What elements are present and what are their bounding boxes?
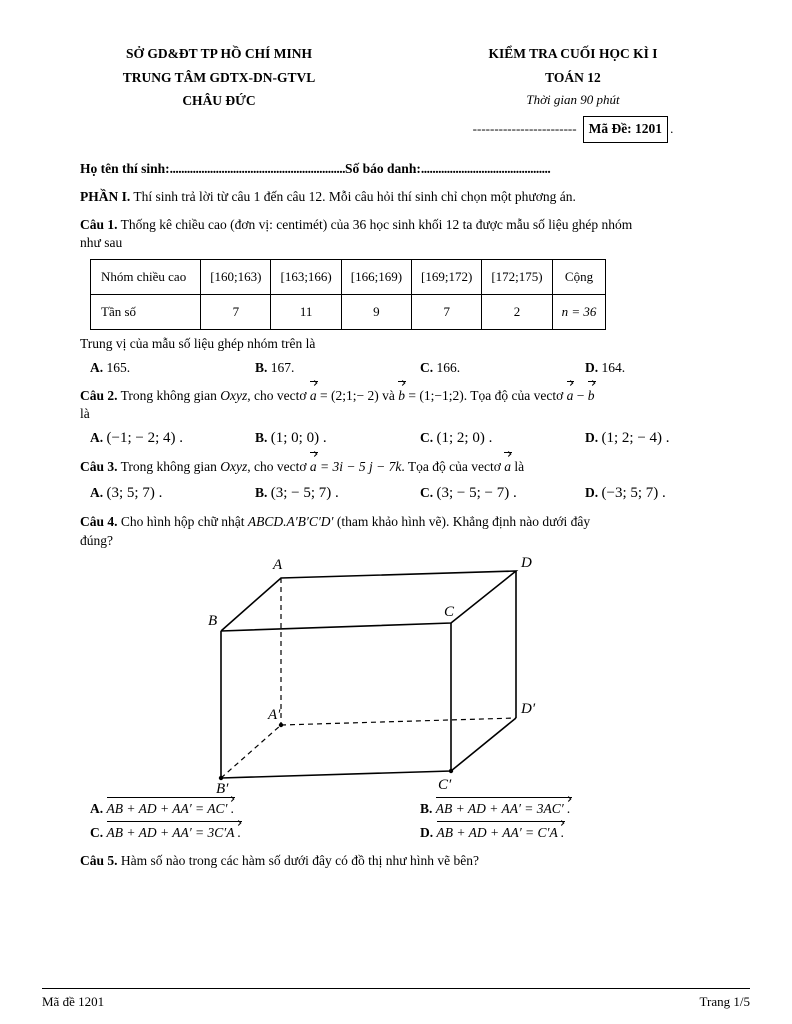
option-d-key: D.: [585, 430, 599, 446]
option-a[interactable]: [90, 485, 255, 502]
option-c-key: C.: [420, 359, 434, 375]
box-figure-wrap: [42, 553, 750, 793]
question-4: [42, 512, 750, 532]
question-1: [42, 215, 750, 235]
page-footer: [42, 988, 750, 1010]
option-c-value: AB + AD + AA′ = 3C′A .: [106, 824, 241, 840]
question-3-p3: . Tọa độ của vectơ: [401, 459, 501, 475]
exam-subject: TOÁN 12: [545, 69, 601, 85]
question-4-number: Câu 4.: [80, 514, 118, 530]
table-interval-1: [163;166): [271, 259, 341, 294]
question-3: [42, 457, 750, 477]
table-interval-0: [160;163): [201, 259, 271, 294]
option-c-value: (1; 2; 0) .: [436, 430, 493, 447]
exam-block: [396, 42, 750, 143]
option-a-key: A.: [90, 800, 104, 816]
footer-page-number: Trang 1/5: [699, 994, 750, 1009]
option-d-value: AB + AD + AA′ = C′A .: [436, 824, 565, 840]
question-3-number: Câu 3.: [80, 459, 118, 475]
question-1-prompt: Trung vị của mẫu số liệu ghép nhóm trên là: [80, 335, 316, 351]
option-d[interactable]: [585, 430, 750, 447]
table-row: [91, 294, 606, 329]
vertex-label-C-prime: C′: [438, 776, 452, 793]
question-2-eq2: = (1;−1;2): [408, 387, 464, 403]
candidate-id-field[interactable]: .............................................: [420, 160, 551, 176]
question-2-p4: . Tọa độ của vectơ: [463, 387, 564, 403]
option-a-key: A.: [90, 359, 104, 375]
question-3-options: [42, 485, 750, 502]
dashed-line: ------------------------: [472, 120, 577, 136]
option-b-value: 167.: [270, 359, 295, 375]
question-5: [42, 851, 750, 871]
question-4-p3: đúng?: [80, 532, 113, 548]
table-row: [91, 259, 606, 294]
vertex-label-A-prime: A′: [268, 706, 281, 723]
exam-duration: Thời gian 90 phút: [526, 92, 620, 108]
table-header-sum: Cộng: [552, 259, 606, 294]
option-a-key: A.: [90, 485, 104, 501]
option-c-key: C.: [420, 430, 434, 446]
vertex-label-A: A: [273, 556, 283, 573]
option-b-key: B.: [255, 430, 268, 446]
table-total: n = 36: [552, 294, 606, 329]
option-b[interactable]: [420, 801, 750, 817]
option-c-key: C.: [90, 824, 104, 840]
question-2: [42, 386, 750, 406]
option-d[interactable]: [585, 485, 750, 502]
option-a-value: AB + AD + AA′ = AC′ .: [106, 800, 235, 816]
option-a[interactable]: [90, 430, 255, 447]
option-b-value: (3; − 5; 7) .: [270, 485, 339, 502]
table-interval-4: [172;175): [482, 259, 552, 294]
table-freq-4: 2: [482, 294, 552, 329]
option-d-value: 164.: [601, 359, 626, 375]
option-d-value: (1; 2; − 4) .: [601, 430, 670, 447]
option-a-value: (−1; − 2; 4) .: [106, 430, 183, 447]
table-freq-0: 7: [201, 294, 271, 329]
option-d[interactable]: [420, 825, 750, 841]
exam-code-badge: Mã Đề: 1201: [583, 116, 668, 143]
part-1-title: PHẦN I.: [80, 188, 131, 204]
question-3-p2: , cho vectơ: [247, 459, 307, 475]
question-5-text: Hàm số nào trong các hàm số dưới đây có đồ thị như hình vẽ bên?: [120, 852, 479, 868]
option-c-key: C.: [420, 485, 434, 501]
table-freq-2: 9: [341, 294, 411, 329]
exam-title: KIỂM TRA CUỐI HỌC KÌ I: [488, 46, 658, 61]
rectangular-box-figure: [206, 553, 586, 793]
question-3-p4: là: [514, 459, 525, 475]
option-a-key: A.: [90, 430, 104, 446]
candidate-id-label: Số báo danh:: [345, 160, 421, 176]
part-1-instruction: [42, 189, 750, 205]
option-d-key: D.: [585, 485, 599, 501]
option-d-value: (−3; 5; 7) .: [601, 485, 666, 502]
option-c[interactable]: [420, 360, 585, 376]
option-d-key: D.: [585, 359, 599, 375]
center-name: TRUNG TÂM GDTX-DN-GTVL: [122, 69, 316, 85]
question-1-text: Thống kê chiều cao (đơn vị: centimét) của 36 học sinh khối 12 ta được mẫu số liệu ghép nhóm: [120, 216, 633, 232]
question-4-p1: Cho hình hộp chữ nhật: [120, 514, 245, 530]
option-a-value: 165.: [106, 359, 131, 375]
department-name: SỞ GD&ĐT TP HỒ CHÍ MINH: [126, 46, 312, 61]
vertex-label-C: C: [444, 603, 455, 620]
option-b[interactable]: [255, 360, 420, 376]
table-header-frequency: Tần số: [91, 294, 201, 329]
question-2-minus: −: [576, 387, 585, 403]
candidate-line: [42, 161, 750, 177]
question-2-p5: là: [80, 406, 90, 422]
page-header: [42, 42, 750, 143]
option-c[interactable]: [420, 485, 585, 502]
question-2-oxyz: Oxyz: [220, 387, 248, 403]
question-1-number: Câu 1.: [80, 216, 118, 232]
question-2-options: [42, 430, 750, 447]
option-b-key: B.: [255, 359, 268, 375]
vector-a: a: [310, 457, 317, 477]
question-4-options-row2: [42, 825, 750, 841]
table-header-group: Nhóm chiều cao: [91, 259, 201, 294]
option-b[interactable]: [255, 430, 420, 447]
question-4-solid-name: ABCD.A′B′C′D′: [247, 514, 334, 530]
option-c-value: 166.: [436, 359, 461, 375]
district-name: CHÂU ĐỨC: [182, 93, 256, 109]
question-3-p1: Trong không gian: [120, 459, 217, 475]
table-interval-3: [169;172): [412, 259, 482, 294]
question-4-p2: (tham khảo hình vẽ). Khẳng định nào dưới đây: [336, 514, 591, 530]
option-b-value: (1; 0; 0) .: [270, 430, 327, 447]
option-a[interactable]: [90, 360, 255, 376]
vector-a-2: a: [504, 457, 511, 477]
candidate-name-label: Họ tên thí sinh:: [80, 160, 170, 176]
vertex-label-B-prime: B′: [216, 780, 229, 793]
question-3-eq: = 3i − 5 j − 7k: [320, 459, 402, 475]
school-block: [42, 42, 396, 143]
question-4-options-row1: [42, 801, 750, 817]
question-3-oxyz: Oxyz: [220, 459, 248, 475]
question-2-p1: Trong không gian: [120, 387, 217, 403]
exam-code-row: [396, 116, 750, 143]
footer-exam-code: Mã đề 1201: [42, 994, 105, 1009]
vector-a: a: [310, 386, 317, 406]
table-freq-1: 11: [271, 294, 341, 329]
candidate-name-field[interactable]: .............................................................: [169, 160, 346, 176]
question-2-p2: , cho vectơ: [247, 387, 307, 403]
question-2-eq1: = (2;1;− 2): [320, 387, 379, 403]
frequency-table: [90, 259, 606, 330]
option-d-key: D.: [420, 824, 434, 840]
vertex-label-D: D: [521, 554, 532, 571]
question-1-options: [42, 360, 750, 376]
vector-b: b: [398, 386, 405, 406]
option-b-key: B.: [420, 800, 433, 816]
vector-b-2: b: [588, 386, 595, 406]
option-d[interactable]: [585, 360, 750, 376]
option-a-value: (3; 5; 7) .: [106, 485, 163, 502]
option-c[interactable]: [90, 825, 420, 841]
question-2-p3: và: [382, 387, 395, 403]
question-5-number: Câu 5.: [80, 852, 118, 868]
option-c[interactable]: [420, 430, 585, 447]
table-interval-2: [166;169): [341, 259, 411, 294]
vertex-label-D-prime: D′: [521, 700, 536, 717]
option-b-value: AB + AD + AA′ = 3AC′ .: [435, 800, 571, 816]
table-freq-3: 7: [412, 294, 482, 329]
option-c-value: (3; − 5; − 7) .: [436, 485, 517, 502]
option-a[interactable]: [90, 801, 420, 817]
part-1-text: Thí sinh trả lời từ câu 1 đến câu 12. Mỗi câu hỏi thí sinh chỉ chọn một phương án.: [133, 188, 576, 204]
question-1-text-cont: như sau: [80, 234, 123, 250]
vector-a-2: a: [567, 386, 574, 406]
exam-code-dot: .: [670, 120, 674, 136]
option-b[interactable]: [255, 485, 420, 502]
option-b-key: B.: [255, 485, 268, 501]
vertex-label-B: B: [208, 612, 218, 629]
question-2-number: Câu 2.: [80, 387, 118, 403]
